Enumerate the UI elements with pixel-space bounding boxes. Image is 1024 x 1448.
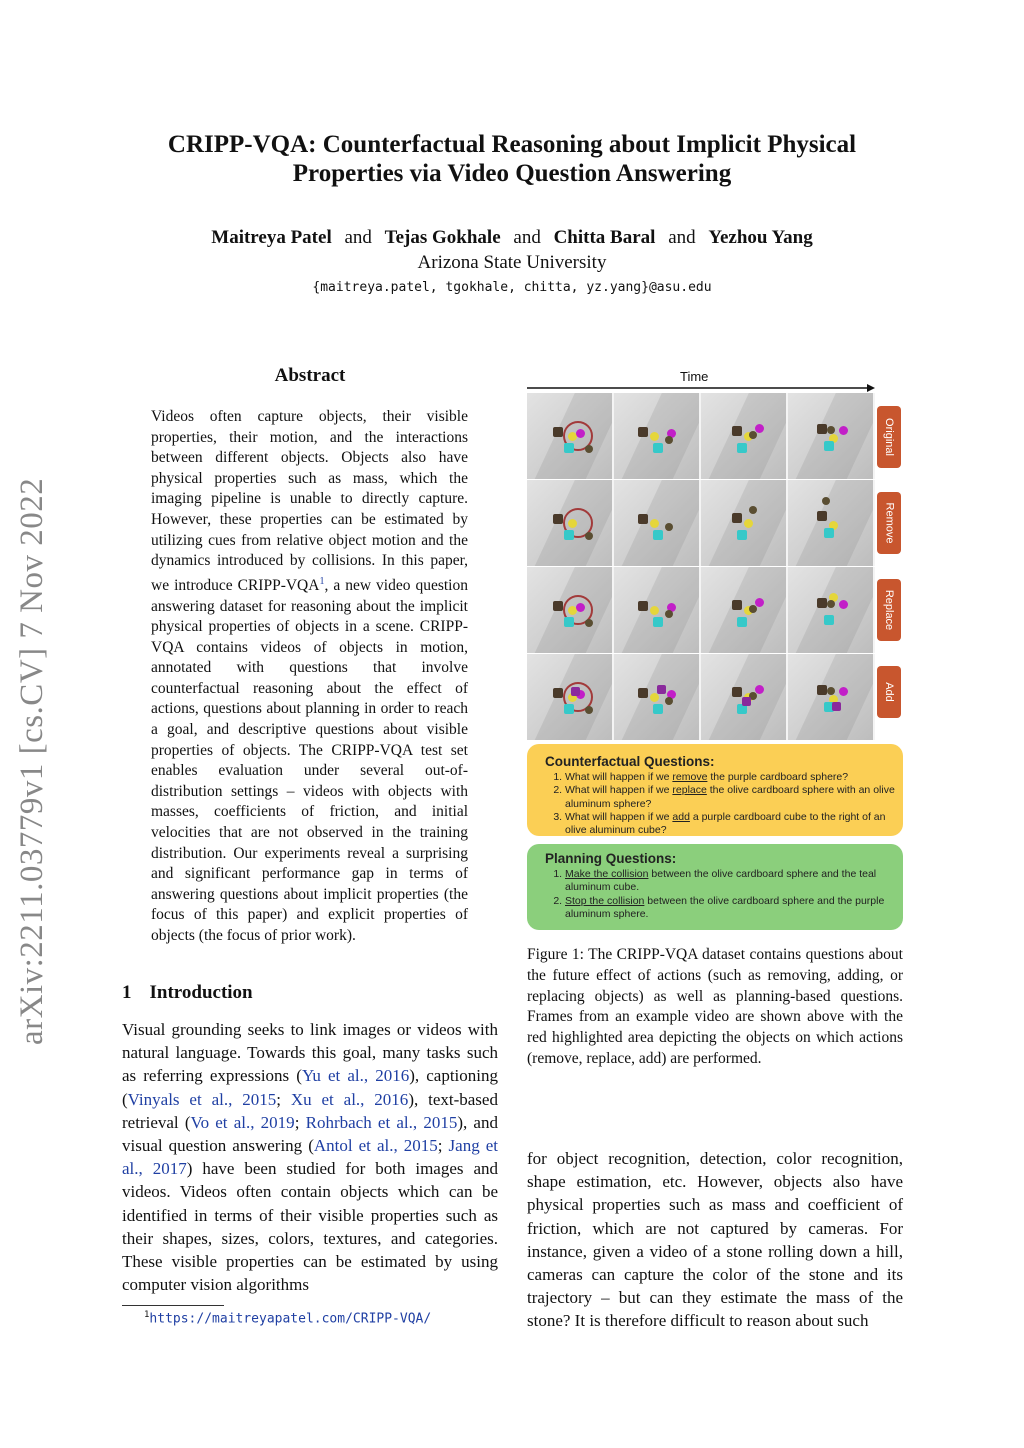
abstract-body	[151, 407, 468, 947]
citation-link[interactable]: Jang et al., 2017	[122, 1136, 498, 1179]
section-number: 1	[122, 982, 132, 1003]
citation-link[interactable]: Yu et al., 2016	[301, 1066, 410, 1086]
planning-questions-box	[527, 844, 903, 930]
frame-row-add	[527, 654, 875, 740]
time-arrow-icon	[527, 384, 875, 392]
row-label-original: Original	[877, 406, 901, 468]
list-item: 3. What will happen if we add a purple cardboard cube to the right of an olive aluminum cube?	[565, 811, 903, 838]
time-axis-label: Time	[680, 369, 709, 384]
frame-row-remove	[527, 480, 875, 566]
counterfactual-heading: Counterfactual Questions:	[545, 754, 715, 769]
video-frame	[614, 654, 701, 740]
author-list	[0, 225, 1024, 250]
paper-title	[0, 130, 1024, 188]
counterfactual-questions-box	[527, 744, 903, 836]
figure-caption: Figure 1: The CRIPP-VQA dataset contains questions about the future effect of actions (such as removing, adding, or replacing objects) as well as planning-based questions. Frames from an example video are shown above with the red highlighted area depicting the objects on which actions (remove, replace, add) are performed.	[527, 946, 903, 1067]
intro-paragraph	[122, 1018, 498, 1296]
video-frame	[701, 480, 788, 566]
title-line-1: CRIPP-VQA: Counterfactual Reasoning about Implicit Physical	[167, 131, 857, 158]
intro-text: ), captioning (	[122, 1066, 499, 1109]
intro-text: ;	[294, 1112, 306, 1132]
list-item: 2. What will happen if we replace the olive cardboard sphere with an olive aluminum sphere?	[565, 784, 903, 811]
video-frames-grid	[527, 393, 875, 741]
video-frame	[614, 567, 701, 653]
intro-text: ) have been studied for both images and videos. Videos often contain objects which can be identified in terms of their visible properties such as their shapes, sizes, colors, textures, and categories. These visible properties can be estimated by using computer vision algorithms	[122, 1159, 498, 1295]
row-label-replace: Replace	[877, 579, 901, 641]
video-frame	[614, 393, 701, 479]
title-line-2: Properties via Video Question Answering	[292, 160, 732, 187]
author-sep: and	[513, 227, 541, 248]
video-frame	[701, 567, 788, 653]
counterfactual-list	[545, 771, 903, 837]
planning-heading: Planning Questions:	[545, 851, 677, 866]
footnote-mark[interactable]: 1	[319, 575, 325, 587]
section-heading-introduction	[122, 982, 253, 1004]
intro-text: ), and visual question answering (	[122, 1112, 498, 1156]
intro-text: ;	[437, 1136, 449, 1156]
list-item: 2. Stop the collision between the olive cardboard sphere and the purple aluminum sphere.	[565, 895, 903, 922]
video-frame	[527, 654, 614, 740]
frame-row-original	[527, 393, 875, 479]
author-2: Tejas Gokhale	[384, 227, 501, 248]
abstract-text-b: , a new video question answering dataset for reasoning about the implicit physical properties of objects in a scene. CRIPP-VQA contains videos of objects in motion, annotated with questions that involve counterfactual reasoning about the effect of actions, questions about planning in order to reach a goal, and descriptive questions about visible properties of objects. The CRIPP-VQA test set enables evaluation under several out-of-distribution settings – videos with objects with masses, coefficients of friction, and initial velocities that are not observed in the training distribution. Our experiments reveal a surprising and significant performance gap in terms of answering questions about implicit properties (the focus of this paper) and explicit properties of objects (the focus of prior work).	[151, 576, 468, 944]
video-frame	[788, 567, 875, 653]
citation-link[interactable]: Vinyals et al., 2015	[127, 1089, 277, 1109]
citation-link[interactable]: Antol et al., 2015	[313, 1136, 438, 1156]
arxiv-watermark: arXiv:2211.03779v1 [cs.CV] 7 Nov 2022	[14, 477, 50, 1045]
list-item: 1. What will happen if we remove the purple cardboard sphere?	[565, 771, 903, 784]
video-frame	[701, 654, 788, 740]
footnote-rule	[122, 1305, 224, 1306]
email-line: {maitreya.patel, tgokhale, chitta, yz.yang}@asu.edu	[312, 280, 712, 295]
section-title: Introduction	[149, 982, 253, 1003]
author-1: Maitreya Patel	[211, 227, 332, 248]
citation-link[interactable]: Xu et al., 2016	[290, 1089, 409, 1109]
row-label-remove: Remove	[877, 492, 901, 554]
video-frame	[701, 393, 788, 479]
author-sep: and	[668, 227, 696, 248]
video-frame	[527, 393, 614, 479]
citation-link[interactable]: Rohrbach et al., 2015	[305, 1112, 458, 1132]
list-item: 1. Make the collision between the olive cardboard sphere and the teal aluminum cube.	[565, 868, 903, 895]
video-frame	[788, 480, 875, 566]
author-sep: and	[344, 227, 372, 248]
video-frame	[527, 567, 614, 653]
footnote	[144, 1310, 431, 1326]
intro-continued-paragraph: for object recognition, detection, color recognition, shape estimation, etc. However, objects also have physical properties such as mass and coefficient of friction, which are not captured by cameras. For instance, given a video of a stone rolling down a hill, cameras can capture the color of the stone and its trajectory – but can they estimate the mass of the stone? It is therefore difficult to reason about such	[527, 1149, 903, 1331]
abstract-heading: Abstract	[274, 365, 346, 386]
footnote-number: 1	[144, 1310, 150, 1320]
intro-text: Visual grounding seeks to link images or videos with natural language. Towards this goal, many tasks such as referring expressions (	[122, 1020, 498, 1086]
abstract-text-a: Videos often capture objects, their visible properties, their motion, and the interactions between different objects. Objects also have physical properties such as mass, which the imaging pipeline is unable to directly capture. However, these properties can be estimated by utilizing cues from relative object motion and the dynamics introduced by collisions. In this paper, we introduce CRIPP-VQA	[151, 408, 468, 594]
intro-text: ;	[276, 1089, 291, 1109]
video-frame	[788, 393, 875, 479]
author-3: Chitta Baral	[553, 227, 656, 248]
author-4: Yezhou Yang	[708, 227, 813, 248]
video-frame	[527, 480, 614, 566]
citation-link[interactable]: Vo et al., 2019	[190, 1112, 295, 1132]
affiliation: Arizona State University	[417, 252, 607, 273]
frame-row-replace	[527, 567, 875, 653]
video-frame	[788, 654, 875, 740]
planning-list	[545, 868, 903, 921]
intro-text: ), text-based retrieval (	[122, 1089, 498, 1132]
row-label-add: Add	[877, 666, 901, 718]
footnote-url-link[interactable]: https://maitreyapatel.com/CRIPP-VQA/	[149, 1311, 432, 1327]
video-frame	[614, 480, 701, 566]
